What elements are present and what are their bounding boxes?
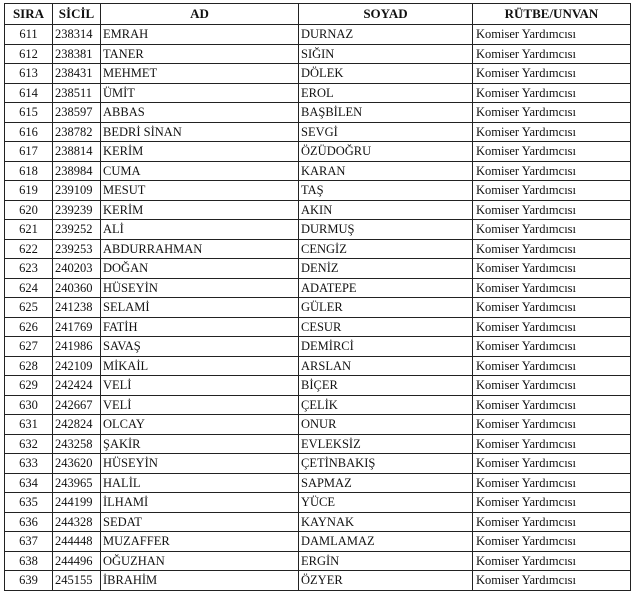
cell-sira: 622 [5, 239, 53, 259]
cell-soyad: ÖZÜDOĞRU [299, 142, 473, 162]
table-row [5, 434, 631, 454]
cell-ad: CUMA [101, 161, 299, 181]
cell-sira: 631 [5, 415, 53, 435]
cell-sicil: 242424 [53, 376, 101, 396]
cell-ad: SAVAŞ [101, 337, 299, 357]
cell-soyad: TAŞ [299, 181, 473, 201]
cell-soyad: CESUR [299, 317, 473, 337]
table-row [5, 356, 631, 376]
cell-ad: SEDAT [101, 512, 299, 532]
cell-unvan: Komiser Yardımcısı [473, 551, 631, 571]
cell-soyad: DURNAZ [299, 25, 473, 45]
cell-sicil: 243620 [53, 454, 101, 474]
cell-sira: 619 [5, 181, 53, 201]
table-row [5, 454, 631, 474]
cell-unvan: Komiser Yardımcısı [473, 376, 631, 396]
cell-ad: HÜSEYİN [101, 454, 299, 474]
table-row [5, 220, 631, 240]
table-row [5, 103, 631, 123]
cell-unvan: Komiser Yardımcısı [473, 83, 631, 103]
table-row [5, 239, 631, 259]
cell-sira: 611 [5, 25, 53, 45]
cell-unvan: Komiser Yardımcısı [473, 122, 631, 142]
table-row [5, 122, 631, 142]
cell-soyad: ÖZYER [299, 571, 473, 591]
cell-unvan: Komiser Yardımcısı [473, 395, 631, 415]
cell-ad: TANER [101, 44, 299, 64]
cell-unvan: Komiser Yardımcısı [473, 317, 631, 337]
cell-unvan: Komiser Yardımcısı [473, 532, 631, 552]
header-sira: SIRA [5, 4, 53, 25]
cell-sira: 629 [5, 376, 53, 396]
table-row [5, 571, 631, 591]
cell-ad: KERİM [101, 200, 299, 220]
cell-sira: 639 [5, 571, 53, 591]
cell-unvan: Komiser Yardımcısı [473, 259, 631, 279]
cell-unvan: Komiser Yardımcısı [473, 434, 631, 454]
table-row [5, 395, 631, 415]
cell-sicil: 245155 [53, 571, 101, 591]
cell-sicil: 242824 [53, 415, 101, 435]
cell-sira: 613 [5, 64, 53, 84]
cell-sira: 624 [5, 278, 53, 298]
table-row [5, 181, 631, 201]
cell-sira: 623 [5, 259, 53, 279]
cell-sicil: 241238 [53, 298, 101, 318]
cell-soyad: SEVGİ [299, 122, 473, 142]
personnel-table [4, 3, 631, 591]
cell-soyad: AKIN [299, 200, 473, 220]
cell-ad: OĞUZHAN [101, 551, 299, 571]
cell-unvan: Komiser Yardımcısı [473, 239, 631, 259]
table-row [5, 298, 631, 318]
cell-soyad: ERGİN [299, 551, 473, 571]
cell-sicil: 244496 [53, 551, 101, 571]
cell-soyad: GÜLER [299, 298, 473, 318]
cell-soyad: DEMİRCİ [299, 337, 473, 357]
cell-ad: HÜSEYİN [101, 278, 299, 298]
cell-ad: HALİL [101, 473, 299, 493]
cell-unvan: Komiser Yardımcısı [473, 356, 631, 376]
cell-soyad: KAYNAK [299, 512, 473, 532]
table-row [5, 415, 631, 435]
table-row [5, 493, 631, 513]
header-sicil: SİCİL [53, 4, 101, 25]
cell-ad: VELİ [101, 376, 299, 396]
cell-unvan: Komiser Yardımcısı [473, 512, 631, 532]
table-row [5, 64, 631, 84]
cell-unvan: Komiser Yardımcısı [473, 44, 631, 64]
cell-unvan: Komiser Yardımcısı [473, 64, 631, 84]
table-row [5, 25, 631, 45]
table-row [5, 200, 631, 220]
cell-sicil: 238431 [53, 64, 101, 84]
table-row [5, 44, 631, 64]
cell-sicil: 239109 [53, 181, 101, 201]
cell-soyad: ONUR [299, 415, 473, 435]
table-row [5, 161, 631, 181]
cell-sira: 615 [5, 103, 53, 123]
cell-ad: DOĞAN [101, 259, 299, 279]
cell-sira: 630 [5, 395, 53, 415]
cell-soyad: KARAN [299, 161, 473, 181]
document-page [4, 3, 631, 591]
table-body [5, 25, 631, 591]
cell-soyad: ÇELİK [299, 395, 473, 415]
cell-unvan: Komiser Yardımcısı [473, 25, 631, 45]
cell-unvan: Komiser Yardımcısı [473, 571, 631, 591]
cell-sira: 617 [5, 142, 53, 162]
cell-ad: ŞAKİR [101, 434, 299, 454]
cell-soyad: ÇETİNBAKIŞ [299, 454, 473, 474]
cell-soyad: YÜCE [299, 493, 473, 513]
cell-unvan: Komiser Yardımcısı [473, 142, 631, 162]
cell-soyad: EVLEKSİZ [299, 434, 473, 454]
header-unvan: RÜTBE/UNVAN [473, 4, 631, 25]
cell-ad: ÜMİT [101, 83, 299, 103]
cell-unvan: Komiser Yardımcısı [473, 415, 631, 435]
table-row [5, 142, 631, 162]
cell-sicil: 240360 [53, 278, 101, 298]
cell-unvan: Komiser Yardımcısı [473, 337, 631, 357]
cell-sicil: 243258 [53, 434, 101, 454]
cell-unvan: Komiser Yardımcısı [473, 181, 631, 201]
cell-soyad: ADATEPE [299, 278, 473, 298]
table-row [5, 376, 631, 396]
cell-sira: 620 [5, 200, 53, 220]
cell-sicil: 239239 [53, 200, 101, 220]
cell-unvan: Komiser Yardımcısı [473, 103, 631, 123]
cell-sicil: 243965 [53, 473, 101, 493]
cell-sicil: 238511 [53, 83, 101, 103]
cell-ad: FATİH [101, 317, 299, 337]
cell-sicil: 238984 [53, 161, 101, 181]
cell-sira: 633 [5, 454, 53, 474]
cell-sicil: 242109 [53, 356, 101, 376]
cell-sicil: 244448 [53, 532, 101, 552]
table-row [5, 259, 631, 279]
table-row [5, 551, 631, 571]
cell-sicil: 244328 [53, 512, 101, 532]
cell-sicil: 240203 [53, 259, 101, 279]
cell-ad: MUZAFFER [101, 532, 299, 552]
cell-sira: 635 [5, 493, 53, 513]
cell-ad: VELİ [101, 395, 299, 415]
cell-unvan: Komiser Yardımcısı [473, 161, 631, 181]
cell-sira: 632 [5, 434, 53, 454]
table-row [5, 317, 631, 337]
cell-sira: 634 [5, 473, 53, 493]
table-row [5, 83, 631, 103]
cell-sicil: 238782 [53, 122, 101, 142]
cell-ad: KERİM [101, 142, 299, 162]
cell-sicil: 241769 [53, 317, 101, 337]
cell-sira: 621 [5, 220, 53, 240]
cell-sira: 637 [5, 532, 53, 552]
cell-sira: 638 [5, 551, 53, 571]
cell-sira: 618 [5, 161, 53, 181]
cell-soyad: SAPMAZ [299, 473, 473, 493]
cell-sicil: 238597 [53, 103, 101, 123]
cell-sicil: 244199 [53, 493, 101, 513]
cell-sira: 627 [5, 337, 53, 357]
cell-soyad: DAMLAMAZ [299, 532, 473, 552]
cell-unvan: Komiser Yardımcısı [473, 220, 631, 240]
cell-soyad: DENİZ [299, 259, 473, 279]
cell-sira: 612 [5, 44, 53, 64]
cell-sicil: 239253 [53, 239, 101, 259]
cell-sira: 636 [5, 512, 53, 532]
cell-unvan: Komiser Yardımcısı [473, 473, 631, 493]
cell-ad: MEHMET [101, 64, 299, 84]
cell-ad: ALİ [101, 220, 299, 240]
table-row [5, 473, 631, 493]
cell-unvan: Komiser Yardımcısı [473, 298, 631, 318]
cell-ad: OLCAY [101, 415, 299, 435]
cell-soyad: ARSLAN [299, 356, 473, 376]
cell-sicil: 241986 [53, 337, 101, 357]
table-row [5, 512, 631, 532]
cell-ad: İBRAHİM [101, 571, 299, 591]
cell-soyad: BAŞBİLEN [299, 103, 473, 123]
cell-sicil: 238814 [53, 142, 101, 162]
cell-ad: İLHAMİ [101, 493, 299, 513]
cell-sicil: 239252 [53, 220, 101, 240]
cell-sicil: 238314 [53, 25, 101, 45]
cell-sira: 626 [5, 317, 53, 337]
cell-ad: MESUT [101, 181, 299, 201]
cell-sira: 616 [5, 122, 53, 142]
cell-unvan: Komiser Yardımcısı [473, 454, 631, 474]
cell-ad: SELAMİ [101, 298, 299, 318]
header-ad: AD [101, 4, 299, 25]
cell-sira: 628 [5, 356, 53, 376]
cell-ad: ABBAS [101, 103, 299, 123]
cell-ad: ABDURRAHMAN [101, 239, 299, 259]
header-soyad: SOYAD [299, 4, 473, 25]
cell-soyad: DURMUŞ [299, 220, 473, 240]
table-row [5, 337, 631, 357]
cell-ad: MİKAİL [101, 356, 299, 376]
cell-unvan: Komiser Yardımcısı [473, 200, 631, 220]
cell-ad: EMRAH [101, 25, 299, 45]
cell-sicil: 238381 [53, 44, 101, 64]
table-row [5, 278, 631, 298]
cell-unvan: Komiser Yardımcısı [473, 493, 631, 513]
cell-soyad: BİÇER [299, 376, 473, 396]
cell-soyad: SIĞIN [299, 44, 473, 64]
table-header-row [5, 4, 631, 25]
cell-ad: BEDRİ SİNAN [101, 122, 299, 142]
cell-sira: 614 [5, 83, 53, 103]
cell-soyad: CENGİZ [299, 239, 473, 259]
cell-soyad: EROL [299, 83, 473, 103]
cell-soyad: DÖLEK [299, 64, 473, 84]
cell-sicil: 242667 [53, 395, 101, 415]
table-row [5, 532, 631, 552]
cell-unvan: Komiser Yardımcısı [473, 278, 631, 298]
cell-sira: 625 [5, 298, 53, 318]
